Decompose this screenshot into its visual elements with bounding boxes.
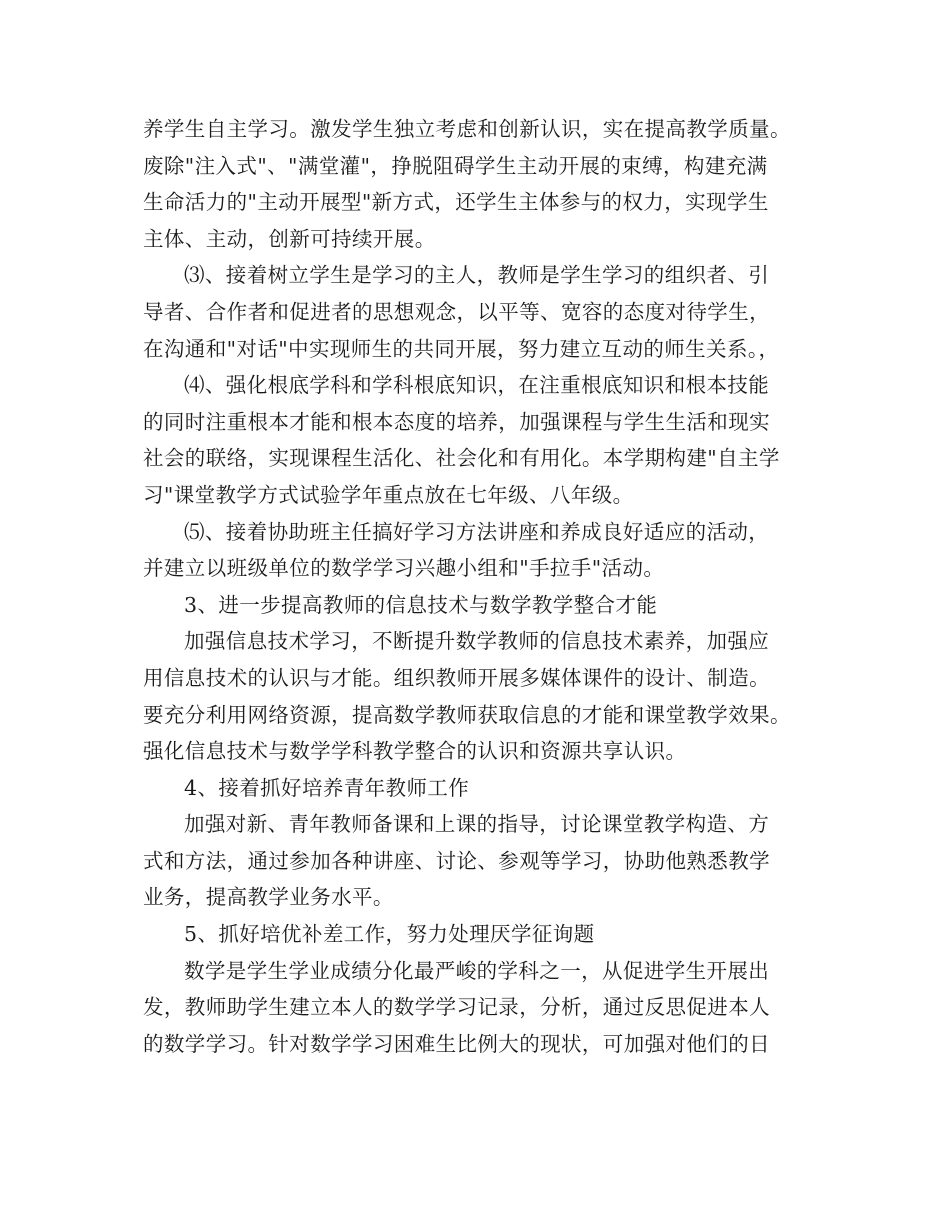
text-line: 在沟通和"对话"中实现师生的共同开展，努力建立互动的师生关系。， (143, 336, 780, 361)
text-line: 主体、主动，创新可持续开展。 (143, 226, 436, 251)
text-line: 废除"注入式"、"满堂灌"，挣脱阻碍学生主动开展的束缚，构建充满 (143, 153, 768, 178)
text-line: 业务，提高教学业务水平。 (143, 885, 394, 910)
text-line: 式和方法，通过参加各种讲座、讨论、参观等学习，协助他熟悉教学 (143, 848, 770, 873)
document-body (143, 111, 833, 1062)
text-line: 强化信息技术与数学学科教学整合的认识和资源共享认识。 (143, 739, 687, 764)
text-line: 导者、合作者和促进者的思想观念，以平等、宽容的态度对待学生， (143, 299, 770, 324)
text-line: 习"课堂教学方式试验学年重点放在七年级、八年级。 (143, 482, 634, 507)
text-line: 5、抓好培优补差工作，努力处理厌学征询题 (184, 922, 595, 947)
text-line: 社会的联络，实现课程生活化、社会化和有用化。本学期构建"自主学 (143, 446, 780, 471)
text-line: ⑶、接着树立学生是学习的主人，教师是学生学习的组织者、引 (184, 263, 770, 288)
text-line: ⑸、接着协助班主任搞好学习方法讲座和养成良好适应的活动， (184, 519, 770, 544)
text-line: 并建立以班级单位的数学学习兴趣小组和"手拉手"活动。 (143, 556, 665, 581)
text-line: 养学生自主学习。激发学生独立考虑和创新认识，实在提高教学质量。 (143, 117, 791, 141)
text-line: 发，教师助学生建立本人的数学学习记录，分析，通过反思促进本人 (143, 995, 770, 1020)
text-line: 的数学学习。针对数学学习困难生比例大的现状，可加强对他们的日 (143, 1031, 770, 1056)
text-line: 用信息技术的认识与才能。组织教师开展多媒体课件的设计、制造。 (143, 665, 770, 690)
text-line: 4、接着抓好培养青年教师工作 (184, 775, 470, 800)
text-line: 生命活力的"主动开展型"新方式，还学生主体参与的权力，实现学生 (143, 190, 769, 215)
text-line: 3、进一步提高教师的信息技术与数学教学整合才能 (184, 592, 658, 617)
text-line: 加强信息技术学习，不断提升数学教师的信息技术素养，加强应 (184, 629, 770, 654)
text-line: 的同时注重根本才能和根本态度的培养，加强课程与学生生活和现实 (143, 409, 770, 434)
text-line: 加强对新、青年教师备课和上课的指导，讨论课堂教学构造、方 (184, 812, 770, 837)
text-line: 数学是学生学业成绩分化最严峻的学科之一，从促进学生开展出 (184, 958, 770, 983)
text-line: ⑷、强化根底学科和学科根底知识，在注重根底知识和根本技能 (184, 373, 770, 398)
text-line: 要充分利用网络资源，提高数学教师获取信息的才能和课堂教学效果。 (143, 702, 791, 727)
